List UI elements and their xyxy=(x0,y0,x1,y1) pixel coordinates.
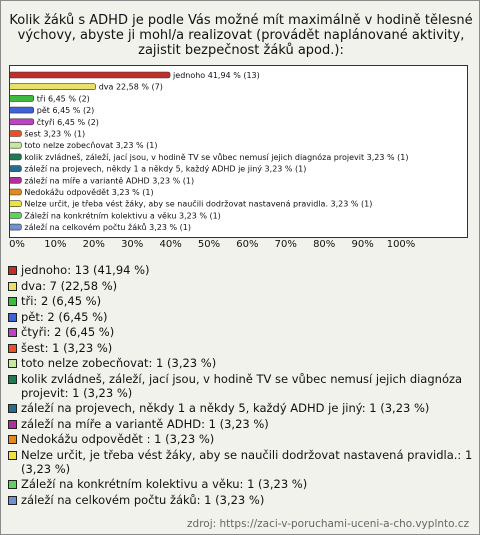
bar xyxy=(10,131,21,137)
legend-label: Nedokážu odpovědět : 1 (3,23 %) xyxy=(21,432,215,446)
bar-data-label: záleží na míře a variantě ADHD 3,23 % (1) xyxy=(24,176,195,186)
legend-label: toto nelze zobecňovat: 1 (3,23 %) xyxy=(21,356,217,370)
legend-swatch xyxy=(8,435,17,444)
bar xyxy=(10,189,21,195)
bar-data-label: čtyři 6,45 % (2) xyxy=(36,117,99,127)
bar-chart xyxy=(10,66,467,237)
legend-swatch xyxy=(8,313,17,322)
x-tick-label: 60% xyxy=(236,239,259,250)
legend-item xyxy=(8,356,476,370)
legend-swatch xyxy=(8,496,17,505)
legend-label: kolik zvládneš, záleží, jací jsou, v hodině TV se vůbec nemusí jejich diagnóza projevit: 1 (3,23 %) xyxy=(21,371,463,400)
bar xyxy=(10,224,21,230)
legend-item xyxy=(8,341,476,355)
bar-data-label: záleží na projevech, někdy 1 a někdy 5, každý ADHD je jiný 3,23 % (1) xyxy=(24,164,307,174)
x-tick-label: 100% xyxy=(386,239,416,250)
bar-data-label: Záleží na konkrétním kolektivu a věku 3,23 % (1) xyxy=(24,211,221,221)
legend-swatch xyxy=(8,344,17,353)
bar xyxy=(10,154,21,160)
x-tick-label: 70% xyxy=(274,239,297,250)
legend-label: záleží na míře a variantě ADHD: 1 (3,23 %) xyxy=(21,416,269,431)
bar xyxy=(10,95,34,101)
x-tick-label: 30% xyxy=(121,239,144,250)
legend-swatch xyxy=(8,328,17,337)
legend-label: jednoho: 13 (41,94 %) xyxy=(21,263,150,277)
x-tick-label: 0% xyxy=(9,239,25,250)
plot-area xyxy=(9,65,468,238)
legend-label: záleží na projevech, někdy 1 a někdy 5, každý ADHD je jiný: 1 (3,23 %) xyxy=(21,401,430,415)
bar xyxy=(10,201,21,207)
legend-label: čtyři: 2 (6,45 %) xyxy=(21,325,115,339)
bar-data-label: kolik zvládneš, záleží, jací jsou, v hodině TV se vůbec nemusí jejich diagnóza projevit 3,23 % (1) xyxy=(24,152,409,162)
bar xyxy=(10,212,21,218)
legend-label: pět: 2 (6,45 %) xyxy=(21,309,108,324)
bar xyxy=(10,84,96,90)
legend-swatch xyxy=(8,404,17,413)
bar-data-label: Nelze určit, je třeba vést žáky, aby se naučili dodržovat nastavená pravidla. 3,23 % (1) xyxy=(24,199,373,209)
legend-item xyxy=(8,263,476,277)
bar xyxy=(10,166,21,172)
bar xyxy=(10,177,21,183)
bar-data-label: pět 6,45 % (2) xyxy=(36,106,95,116)
legend-swatch xyxy=(8,480,17,489)
legend-swatch xyxy=(8,297,17,306)
bar xyxy=(10,142,21,148)
legend-item xyxy=(8,279,476,293)
x-tick-label: 80% xyxy=(313,239,336,250)
bar xyxy=(10,72,170,78)
x-tick-label: 90% xyxy=(351,239,374,250)
legend-label: Nelze určit, je třeba vést žáky, aby se naučili dodržovat nastavená pravidla.: 1 (3,23 %) xyxy=(21,447,473,476)
bar-data-label: tři 6,45 % (2) xyxy=(36,94,90,104)
legend-swatch xyxy=(8,420,17,429)
bar-data-label: jednoho 41,94 % (13) xyxy=(173,71,260,80)
legend-item xyxy=(8,310,476,324)
legend-item xyxy=(8,372,476,400)
legend-item xyxy=(8,294,476,308)
x-axis-ticks xyxy=(1,239,480,253)
legend-label: dva: 7 (22,58 %) xyxy=(21,278,118,293)
legend-label: šest: 1 (3,23 %) xyxy=(21,340,113,355)
x-tick-label: 10% xyxy=(44,239,67,250)
legend-item xyxy=(8,432,476,446)
legend-swatch xyxy=(8,359,17,368)
legend-swatch xyxy=(8,451,17,460)
source-text: zdroj: https://zaci-v-poruchami-uceni-a-cho.vyplnto.cz xyxy=(187,518,469,530)
x-tick-label: 20% xyxy=(82,239,105,250)
legend-swatch xyxy=(8,282,17,291)
chart-title: Kolik žáků s ADHD je podle Vás možné mít maximálně v hodině tělesné výchovy, abyste ji mohl/a realizovat (provádět naplánované aktivity, zajistit bezpečnost žáků apod.): xyxy=(9,13,473,58)
bar xyxy=(10,107,34,113)
bar-data-label: Nedokážu odpovědět 3,23 % (1) xyxy=(24,188,154,197)
legend-label: záleží na celkovém počtu žáků: 1 (3,23 %) xyxy=(21,492,265,507)
bar-data-label: toto nelze zobecňovat 3,23 % (1) xyxy=(24,141,158,151)
bar-data-label: záleží na celkovém počtu žáků 3,23 % (1) xyxy=(24,223,191,233)
legend-label: tři: 2 (6,45 %) xyxy=(21,294,102,308)
legend-item xyxy=(8,493,476,507)
legend-item xyxy=(8,448,476,476)
legend-item xyxy=(8,417,476,431)
bar-data-label: dva 22,58 % (7) xyxy=(98,82,163,92)
legend-item xyxy=(8,325,476,339)
legend-swatch xyxy=(8,375,17,384)
legend xyxy=(8,263,476,508)
x-tick-label: 40% xyxy=(159,239,182,250)
bar-data-label: šest 3,23 % (1) xyxy=(24,129,86,139)
legend-label: Záleží na konkrétním kolektivu a věku: 1 (3,23 %) xyxy=(21,477,308,491)
legend-swatch xyxy=(8,266,17,275)
legend-item xyxy=(8,477,476,491)
bar xyxy=(10,119,34,125)
legend-item xyxy=(8,401,476,415)
x-tick-label: 50% xyxy=(197,239,221,250)
